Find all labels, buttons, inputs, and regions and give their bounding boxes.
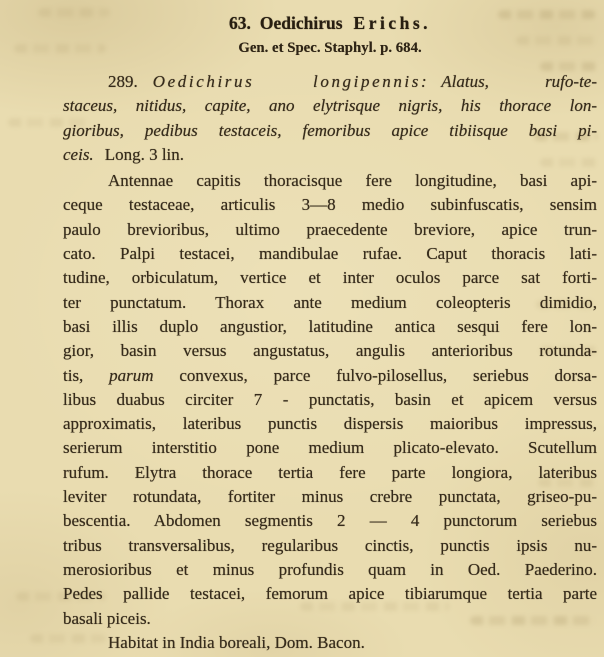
section-number: 63. bbox=[228, 13, 251, 33]
text-line: tribus transversalibus, regularibus cinctis, punctis ipsis nu- bbox=[63, 535, 597, 555]
section-heading bbox=[63, 13, 597, 33]
text-line: Antennae capitis thoracisque fere longitudine, basi api- bbox=[108, 171, 597, 191]
text-line: ter punctatum. Thorax ante medium coleopteris dimidio, bbox=[63, 292, 597, 312]
genus-name: Oedichirus bbox=[259, 13, 343, 33]
text-line: bescentia. Abdomen segmentis 2 — 4 punctorum seriebus bbox=[63, 511, 597, 531]
habitat-line: Habitat in India boreali, Dom. Bacon. bbox=[108, 632, 365, 652]
text-line: ceque testaceae, articulis 3—8 medio subinfuscatis, sensim bbox=[63, 195, 597, 215]
text-line: basi illis duplo angustior, latitudine antica sesqui fere lon- bbox=[63, 316, 597, 336]
text-line: approximatis, lateribus punctis dispersis maioribus impressus, bbox=[63, 414, 597, 434]
diagnosis-text: Alatus, rufo-te- bbox=[441, 72, 597, 91]
text-line: merosioribus et minus profundis quam in Oed. Paederino. bbox=[63, 559, 597, 579]
length-note: Long. 3 lin. bbox=[104, 144, 185, 164]
text-line: gioribus, pedibus testaceis, femoribus apice tibiisque basi pi- bbox=[63, 120, 597, 140]
text-line: Pedes pallide testacei, femorum apice tibiarumque tertia parte bbox=[63, 584, 597, 604]
species-name: Oedichirus longipennis: bbox=[152, 72, 430, 91]
reference-line: Gen. et Spec. Staphyl. p. 684. bbox=[238, 40, 422, 56]
text-line: rufum. Elytra thorace tertia fere parte longiora, lateribus bbox=[63, 462, 597, 482]
text-line bbox=[63, 70, 597, 94]
diagnosis-text: ceis. bbox=[63, 144, 94, 164]
text-line bbox=[63, 143, 597, 167]
text-line bbox=[63, 364, 597, 388]
text-line: cato. Palpi testacei, mandibulae rufae. Caput thoracis lati- bbox=[63, 244, 597, 264]
description-paragraph bbox=[63, 169, 597, 631]
text-line: staceus, nitidus, capite, ano elytrisque nigris, his thorace lon- bbox=[63, 96, 597, 116]
description-text-italic: parum bbox=[109, 365, 154, 385]
text-column bbox=[63, 0, 597, 655]
text-line: basali piceis. bbox=[63, 608, 151, 628]
text-line: tudine, orbiculatum, vertice et inter oculos parce sat forti- bbox=[63, 268, 597, 288]
diagnosis-paragraph bbox=[63, 70, 597, 167]
text-line: gior, basin versus angustatus, angulis anterioribus rotunda- bbox=[63, 341, 597, 361]
habitat-paragraph bbox=[63, 631, 597, 655]
author-name: Erichs. bbox=[353, 13, 432, 33]
text-line: serierum interstitio pone medium plicato-elevato. Scutellum bbox=[63, 438, 597, 458]
text-line: paulo brevioribus, ultimo praecedente breviore, apice trun- bbox=[63, 219, 597, 239]
species-number: 289. bbox=[108, 72, 138, 91]
text-line: leviter rotundata, fortiter minus crebre punctata, griseo-pu- bbox=[63, 487, 597, 507]
text-line: libus duabus circiter 7 - punctatis, basin et apicem versus bbox=[63, 389, 597, 409]
description-text: tis, bbox=[63, 365, 110, 385]
description-text: convexus, parce fulvo-pilosellus, seriebus dorsa- bbox=[153, 365, 597, 385]
